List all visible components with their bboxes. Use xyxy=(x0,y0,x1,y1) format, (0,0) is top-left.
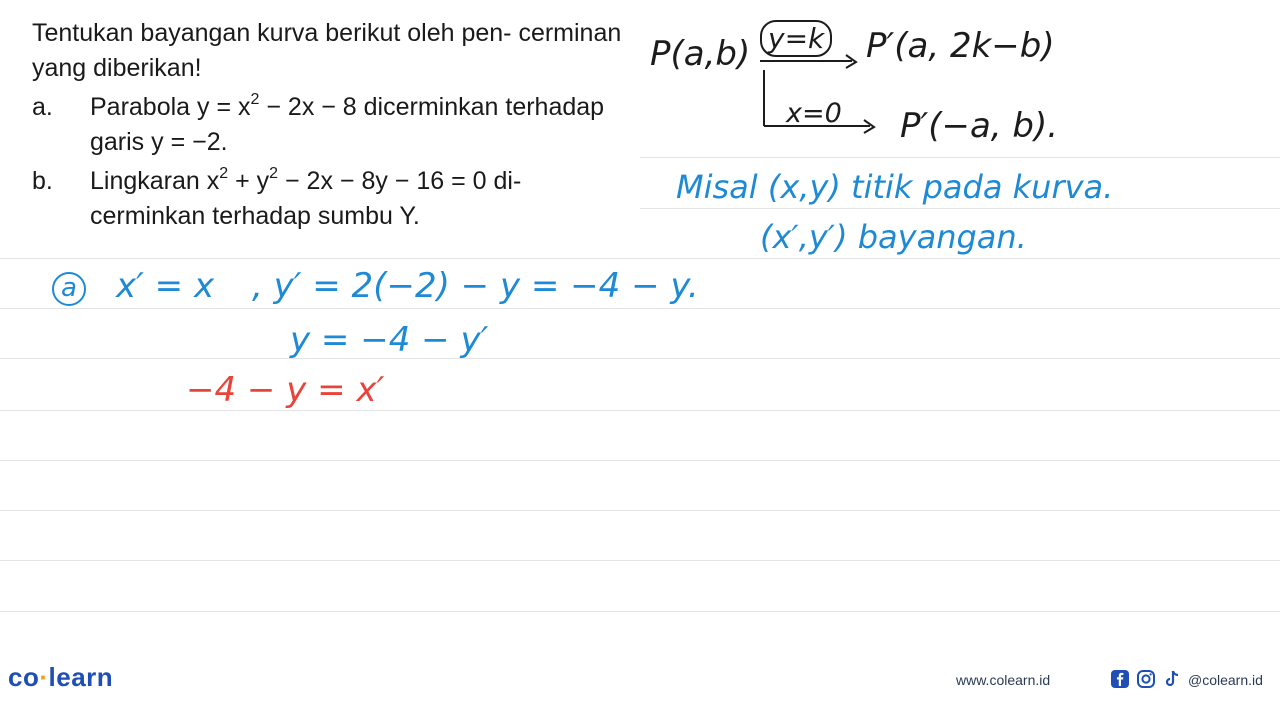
ruled-line xyxy=(640,208,1280,209)
ruled-line xyxy=(0,560,1280,561)
item-marker: a. xyxy=(32,93,53,121)
website-link[interactable]: www.colearn.id xyxy=(956,672,1051,688)
ruled-line xyxy=(0,611,1280,612)
rule1-label xyxy=(760,22,832,55)
rule1-result: P′(a, 2k−b) xyxy=(866,26,1055,66)
item-marker: b. xyxy=(32,167,53,195)
item-text: Lingkaran $x^2 + y^2 - 2x - 8y - 16 = 0$ di- cerminkan terhadap sumbu Y. xyxy=(90,164,522,230)
work-line-1-right: , y′ = 2(−2) − y = −4 − y. xyxy=(252,266,699,306)
work-line-2: y = −4 − y′ xyxy=(290,320,489,360)
question-item-a xyxy=(32,90,632,160)
rule1-label-text: y=k xyxy=(760,20,832,57)
social-handle: @colearn.id xyxy=(1188,672,1263,688)
rule-point: P(a,b) xyxy=(650,34,751,74)
ruled-line xyxy=(0,358,1280,359)
ruled-line xyxy=(0,410,1280,411)
question-block xyxy=(32,16,632,238)
rule2-label: x=0 xyxy=(786,98,842,129)
instagram-icon[interactable] xyxy=(1134,667,1158,691)
ruled-line xyxy=(0,258,1280,259)
question-item-b xyxy=(32,164,632,234)
tiktok-icon[interactable] xyxy=(1160,667,1184,691)
ruled-line xyxy=(0,460,1280,461)
colearn-logo: co·learn xyxy=(8,662,114,692)
ruled-line xyxy=(0,308,1280,309)
rule2-result: P′(−a, b). xyxy=(900,106,1059,146)
work-line-1-left: x′ = x xyxy=(116,266,215,306)
work-label xyxy=(52,272,86,306)
facebook-icon[interactable] xyxy=(1108,667,1132,691)
work-line-3: −4 − y = x′ xyxy=(186,370,385,410)
ruled-line xyxy=(0,510,1280,511)
misal-line-1: Misal (x,y) titik pada kurva. xyxy=(676,168,1114,206)
question-intro: Tentukan bayangan kurva berikut oleh pen- cerminan yang diberikan! xyxy=(32,19,622,82)
misal-line-2: (x′,y′) bayangan. xyxy=(760,218,1027,256)
item-text: Parabola $y = x^2 - 2x - 8$ dicerminkan terhadap garis y = −2. xyxy=(90,90,605,156)
ruled-line xyxy=(640,157,1280,158)
work-label-text: a xyxy=(52,272,86,306)
